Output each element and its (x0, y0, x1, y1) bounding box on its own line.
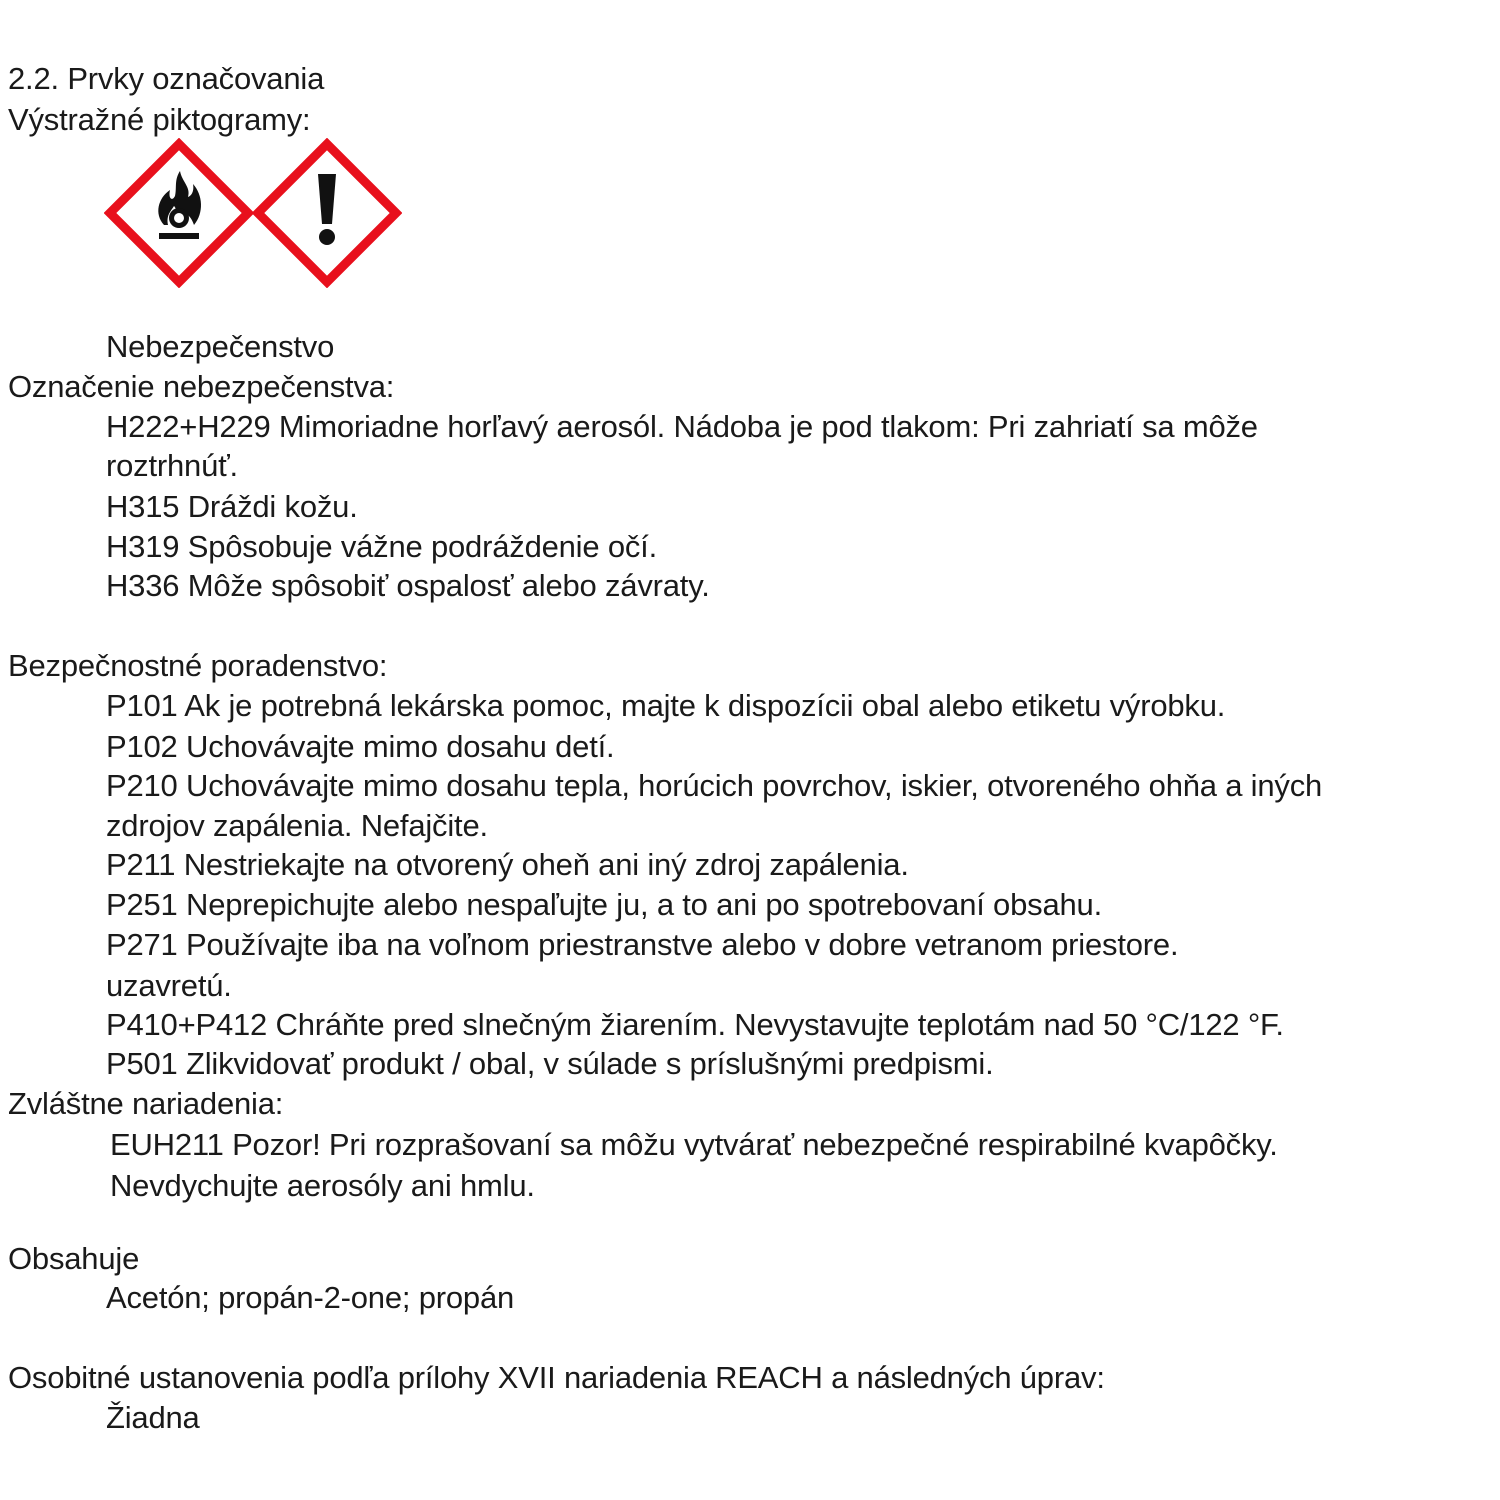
hazard-line: H336 Môže spôsobiť ospalosť alebo závraty. (106, 568, 710, 603)
precaution-label: Bezpečnostné poradenstvo: (8, 648, 388, 683)
pictograms-label: Výstražné piktogramy: (8, 102, 311, 137)
contains-value: Acetón; propán-2-one; propán (106, 1280, 515, 1315)
hazard-line: H315 Dráždi kožu. (106, 489, 358, 524)
precaution-line: uzavretú. (106, 968, 232, 1003)
reach-label: Osobitné ustanovenia podľa prílohy XVII nariadenia REACH a následných úprav: (8, 1360, 1105, 1395)
ghs02-flame-icon (104, 138, 254, 288)
precaution-line: P211 Nestriekajte na otvorený oheň ani iný zdroj zapálenia. (106, 847, 909, 882)
ghs07-exclamation-icon (252, 138, 402, 288)
precaution-line: P251 Neprepichujte alebo nespaľujte ju, a to ani po spotrebovaní obsahu. (106, 887, 1102, 922)
precaution-line: P210 Uchovávajte mimo dosahu tepla, horúcich povrchov, iskier, otvoreného ohňa a iných (106, 768, 1323, 803)
hazard-line: H222+H229 Mimoriadne horľavý aerosól. Nádoba je pod tlakom: Pri zahriatí sa môže (106, 409, 1258, 444)
reach-value: Žiadna (106, 1400, 200, 1435)
hazard-line: roztrhnúť. (106, 448, 238, 483)
precaution-line: P501 Zlikvidovať produkt / obal, v súlade s príslušnými predpismi. (106, 1046, 994, 1081)
precaution-line: P102 Uchovávajte mimo dosahu detí. (106, 729, 615, 764)
precaution-line: P271 Používajte iba na voľnom priestranstve alebo v dobre vetranom priestore. (106, 927, 1179, 962)
hazard-label: Označenie nebezpečenstva: (8, 369, 395, 404)
special-label: Zvláštne nariadenia: (8, 1086, 284, 1121)
contains-label: Obsahuje (8, 1241, 140, 1276)
section-title: 2.2. Prvky označovania (8, 61, 325, 96)
precaution-line: zdrojov zapálenia. Nefajčite. (106, 808, 488, 843)
hazard-line: H319 Spôsobuje vážne podráždenie očí. (106, 529, 657, 564)
special-line: EUH211 Pozor! Pri rozprašovaní sa môžu vytvárať nebezpečné respirabilné kvapôčky. (110, 1127, 1278, 1162)
special-line: Nevdychujte aerosóly ani hmlu. (110, 1168, 535, 1203)
precaution-line: P101 Ak je potrebná lekárska pomoc, majte k dispozícii obal alebo etiketu výrobku. (106, 688, 1226, 723)
precaution-line: P410+P412 Chráňte pred slnečným žiarením. Nevystavujte teplotám nad 50 °C/122 °F. (106, 1007, 1284, 1042)
signal-word: Nebezpečenstvo (106, 329, 335, 364)
